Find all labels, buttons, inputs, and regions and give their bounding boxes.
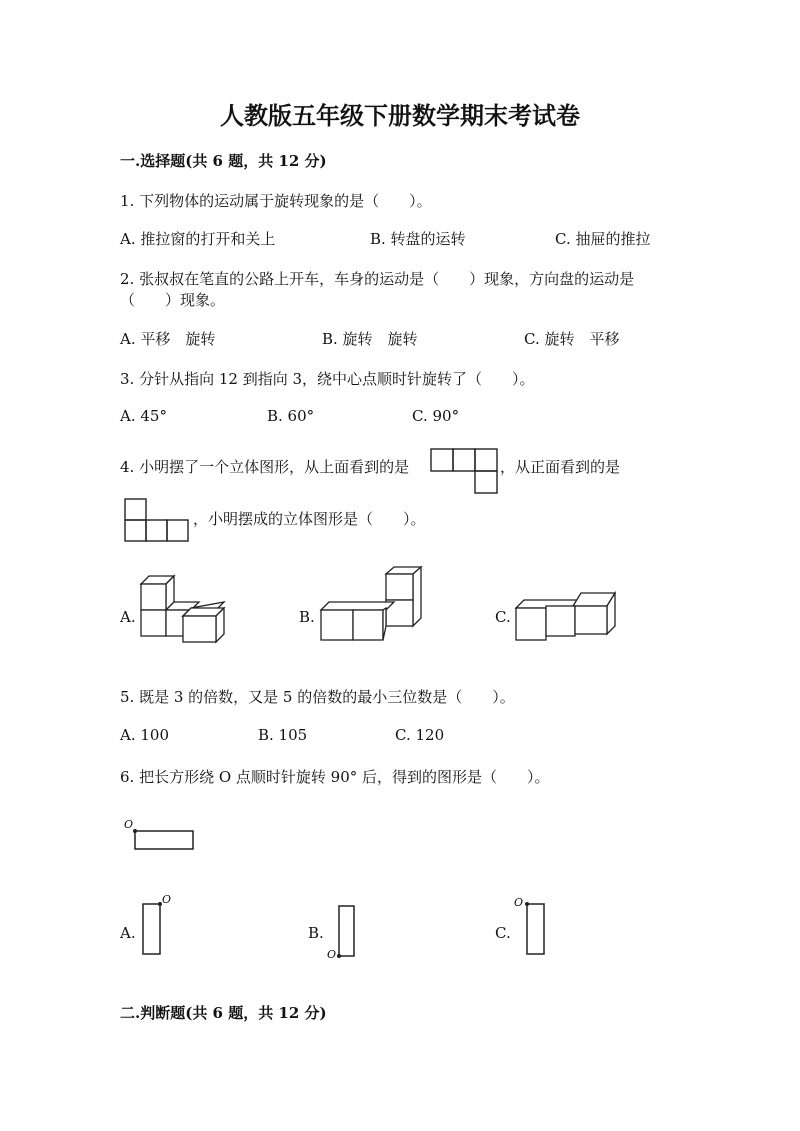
- q6-a-point-label: O: [162, 893, 172, 906]
- q4-option-b-figure[interactable]: [320, 566, 424, 644]
- q1-option-b[interactable]: B. 转盘的运转: [370, 230, 466, 248]
- q6-option-c-label[interactable]: C.: [495, 924, 511, 942]
- q5-option-c[interactable]: C. 120: [395, 726, 445, 744]
- question-6-text: 6. 把长方形绕 O 点顺时针旋转 90° 后，得到的图形是（ ）。: [120, 768, 550, 786]
- section-heading-multiple-choice: 一.选择题(共 6 题，共 12 分): [120, 152, 327, 170]
- q6-b-point-label: O: [327, 948, 337, 961]
- question-4-text-part1: 4. 小明摆了一个立体图形，从上面看到的是: [120, 458, 410, 476]
- q6-c-point-label: O: [514, 896, 524, 909]
- top-view-figure: [430, 448, 498, 494]
- q3-option-b[interactable]: B. 60°: [267, 407, 315, 425]
- q2-option-b[interactable]: B. 旋转 旋转: [322, 330, 418, 348]
- q4-option-a-label[interactable]: A.: [120, 608, 136, 626]
- q5-option-a[interactable]: A. 100: [120, 726, 169, 744]
- q4-option-b-label[interactable]: B.: [299, 608, 315, 626]
- q2-option-a[interactable]: A. 平移 旋转: [120, 330, 216, 348]
- front-view-figure: [124, 498, 190, 542]
- question-5-text: 5. 既是 3 的倍数，又是 5 的倍数的最小三位数是（ ）。: [120, 688, 515, 706]
- q3-option-a[interactable]: A. 45°: [120, 407, 167, 425]
- q4-option-c-label[interactable]: C.: [495, 608, 511, 626]
- q1-option-a[interactable]: A. 推拉窗的打开和关上: [120, 230, 276, 248]
- q4-option-c-figure[interactable]: [515, 592, 617, 644]
- question-4-text-part2: ，从正面看到的是: [500, 458, 621, 476]
- question-3-text: 3. 分针从指向 12 到指向 3，绕中心点顺时针旋转了（ ）。: [120, 370, 535, 388]
- page-title: 人教版五年级下册数学期末考试卷: [220, 101, 580, 130]
- original-rectangle-figure: [124, 818, 196, 852]
- question-4-text-part3: ，小明摆成的立体图形是（ ）。: [193, 510, 426, 528]
- q6-option-a-label[interactable]: A.: [120, 924, 136, 942]
- q6-option-b-label[interactable]: B.: [308, 924, 324, 942]
- section-heading-true-false: 二.判断题(共 6 题，共 12 分): [120, 1004, 327, 1022]
- q1-option-c[interactable]: C. 抽屉的推拉: [555, 230, 651, 248]
- question-2-text-line2: （ ）现象。: [120, 291, 226, 309]
- question-1-text: 1. 下列物体的运动属于旋转现象的是（ ）。: [120, 192, 432, 210]
- question-2-text-line1: 2. 张叔叔在笔直的公路上开车，车身的运动是（ ）现象，方向盘的运动是: [120, 270, 635, 288]
- q3-option-c[interactable]: C. 90°: [412, 407, 460, 425]
- point-o-label: O: [124, 818, 134, 831]
- q5-option-b[interactable]: B. 105: [258, 726, 308, 744]
- q2-option-c[interactable]: C. 旋转 平移: [524, 330, 620, 348]
- q4-option-a-figure[interactable]: [140, 572, 230, 642]
